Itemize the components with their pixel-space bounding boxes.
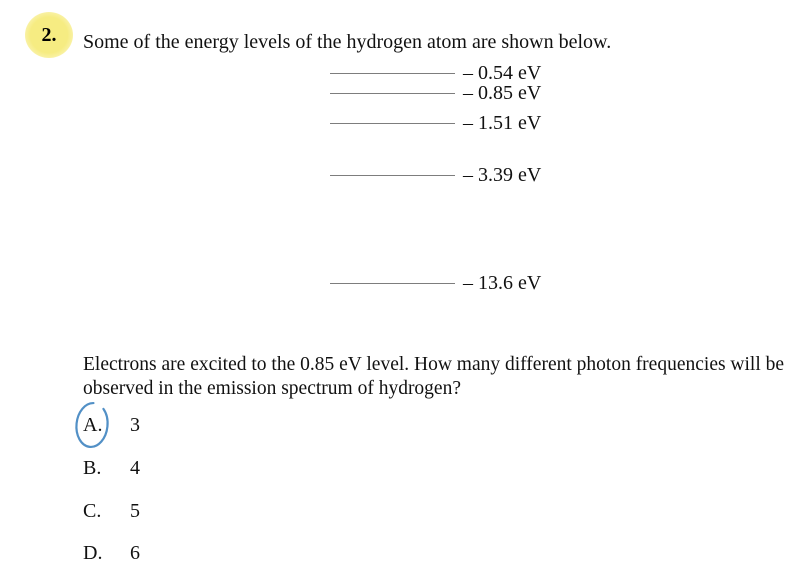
option-value: 4 [130, 457, 140, 479]
energy-level-row [330, 163, 541, 187]
option-value: 5 [130, 500, 140, 522]
option-letter: C. [83, 500, 102, 522]
energy-level-label: – 13.6 eV [463, 271, 542, 294]
energy-level-line [330, 93, 455, 94]
question-body-line1: Electrons are excited to the 0.85 eV level. How many different photon frequencies will be [83, 354, 785, 375]
question-body [83, 353, 784, 400]
energy-level-line [330, 175, 455, 176]
energy-level-line [330, 283, 455, 284]
energy-level-row [330, 111, 541, 135]
energy-level-line [330, 73, 455, 74]
energy-level-label: – 0.54 eV [463, 61, 542, 84]
option-letter: B. [83, 457, 102, 479]
question-body-line2: observed in the emission spectrum of hydrogen? [83, 377, 461, 399]
option-row-d[interactable] [83, 542, 140, 568]
energy-level-row [330, 271, 541, 295]
option-row-a[interactable] [83, 414, 140, 440]
question-number-highlight [25, 12, 73, 58]
option-letter: D. [83, 542, 103, 564]
energy-level-row [330, 81, 541, 105]
option-letter: A. [83, 414, 103, 436]
option-row-c[interactable] [83, 500, 140, 526]
energy-level-label: – 3.39 eV [463, 163, 542, 186]
option-value: 6 [130, 542, 140, 564]
option-row-b[interactable] [83, 457, 140, 483]
question-prompt: Some of the energy levels of the hydrogen atom are shown below. [83, 31, 612, 53]
energy-level-line [330, 123, 455, 124]
question-number: 2. [41, 23, 57, 46]
energy-level-label: – 0.85 eV [463, 81, 542, 104]
energy-level-label: – 1.51 eV [463, 111, 542, 134]
option-value: 3 [130, 414, 140, 436]
